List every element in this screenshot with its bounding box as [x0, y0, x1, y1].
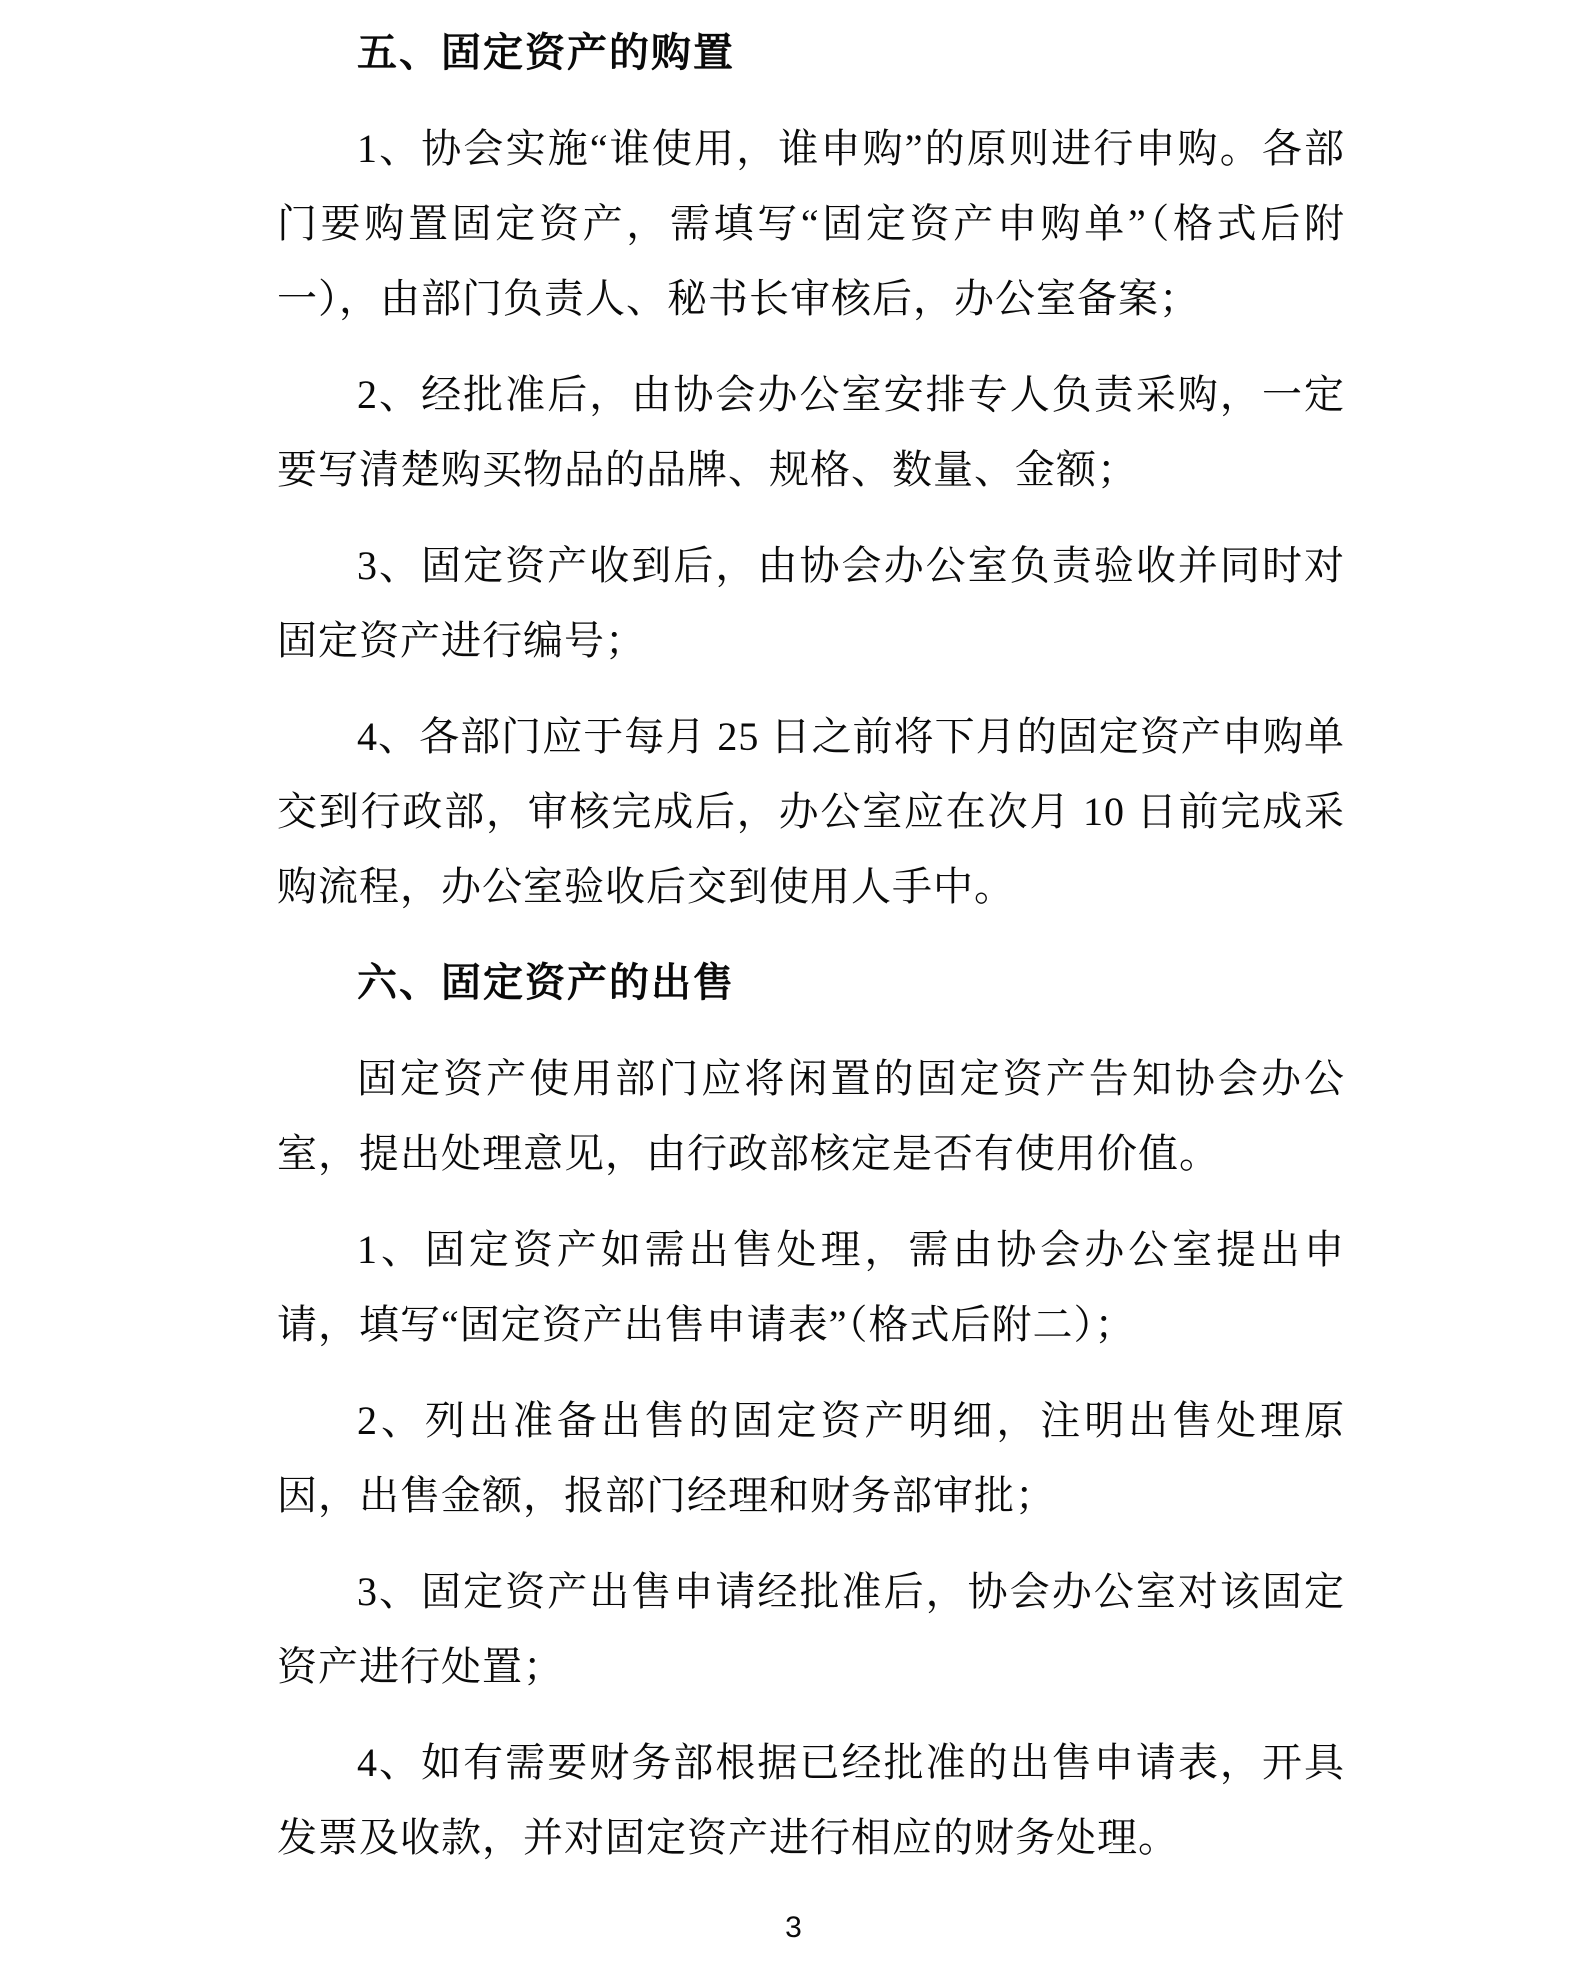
- section-heading-purchase: 五、固定资产的购置: [357, 30, 735, 75]
- section-heading-sale: 六、固定资产的出售: [357, 960, 735, 1005]
- paragraph: 4、各部门应于每月 25 日之前将下月的固定资产申购单交到行政部，审核完成后，办公室应在次月 10 日前完成采购流程，办公室验收后交到使用人手中。: [277, 714, 1345, 909]
- paragraph: 2、列出准备出售的固定资产明细，注明出售处理原因，出售金额，报部门经理和财务部审批；: [277, 1398, 1345, 1518]
- paragraph: 4、如有需要财务部根据已经批准的出售申请表，开具发票及收款，并对固定资产进行相应的财务处理。: [277, 1740, 1345, 1860]
- page-number: 3: [785, 1911, 802, 1944]
- paragraph: 1、固定资产如需出售处理，需由协会办公室提出申请，填写“固定资产出售申请表”（格式后附二）；: [277, 1227, 1345, 1347]
- paragraph: 2、经批准后，由协会办公室安排专人负责采购，一定要写清楚购买物品的品牌、规格、数量、金额；: [277, 372, 1345, 492]
- paragraph: 3、固定资产出售申请经批准后，协会办公室对该固定资产进行处置；: [277, 1569, 1345, 1689]
- document-body: [277, 15, 1345, 1896]
- paragraph: 固定资产使用部门应将闲置的固定资产告知协会办公室，提出处理意见，由行政部核定是否有使用价值。: [277, 1056, 1345, 1176]
- paragraph: 1、协会实施“谁使用，谁申购”的原则进行申购。各部门要购置固定资产，需填写“固定资产申购单”（格式后附一），由部门负责人、秘书长审核后，办公室备案；: [277, 126, 1345, 321]
- paragraph: 3、固定资产收到后，由协会办公室负责验收并同时对固定资产进行编号；: [277, 543, 1345, 663]
